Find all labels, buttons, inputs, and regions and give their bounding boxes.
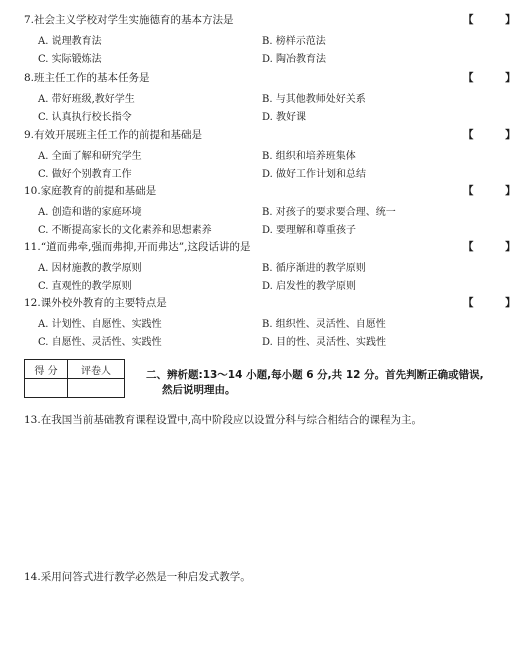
option-8c: C. 认真执行校长指令 <box>38 112 132 123</box>
option-8a: A. 带好班级,教好学生 <box>38 94 135 105</box>
option-9a: A. 全面了解和研究学生 <box>38 151 142 162</box>
answer-bracket-11[interactable]: 【 】 <box>463 241 530 253</box>
option-7d: D. 陶冶教育法 <box>262 54 327 65</box>
question-10-stem: 10.家庭教育的前提和基础是 <box>24 185 157 197</box>
option-7a: A. 说理教育法 <box>38 36 102 47</box>
answer-bracket-10[interactable]: 【 】 <box>463 185 530 197</box>
option-11b: B. 循序渐进的教学原则 <box>262 263 366 274</box>
option-11a: A. 因材施教的教学原则 <box>38 263 142 274</box>
option-7b: B. 榜样示范法 <box>262 36 326 47</box>
question-13-stem: 13.在我国当前基础教育课程设置中,高中阶段应以设置分科与综合相结合的课程为主。 <box>24 414 423 426</box>
option-12b: B. 组织性、灵活性、自愿性 <box>262 319 386 330</box>
answer-bracket-9[interactable]: 【 】 <box>463 129 530 141</box>
option-12c: C. 自愿性、灵活性、实践性 <box>38 337 162 348</box>
question-12-stem: 12.课外校外教育的主要特点是 <box>24 297 167 309</box>
question-8-stem: 8.班主任工作的基本任务是 <box>24 72 150 84</box>
section-2-line-1: 二、辨析题:13～14 小题,每小题 6 分,共 12 分。首先判断正确或错误, <box>146 369 484 381</box>
option-8b: B. 与其他教师处好关系 <box>262 94 366 105</box>
option-8d: D. 教好课 <box>262 112 307 123</box>
answer-area-13[interactable] <box>24 430 498 560</box>
option-7c: C. 实际锻炼法 <box>38 54 102 65</box>
answer-bracket-8[interactable]: 【 】 <box>463 72 530 84</box>
section-2-line-2: 然后说明理由。 <box>162 384 236 396</box>
option-10d: D. 要理解和尊重孩子 <box>262 225 357 236</box>
answer-bracket-7[interactable]: 【 】 <box>463 14 530 26</box>
answer-area-14[interactable] <box>24 588 498 658</box>
score-table <box>24 359 125 398</box>
option-10b: B. 对孩子的要求要合理、统一 <box>262 207 396 218</box>
option-11d: D. 启发性的教学原则 <box>262 281 357 292</box>
option-9b: B. 组织和培养班集体 <box>262 151 356 162</box>
question-9-stem: 9.有效开展班主任工作的前提和基础是 <box>24 129 203 141</box>
grader-cell[interactable] <box>68 379 125 398</box>
option-10c: C. 不断提高家长的文化素养和思想素养 <box>38 225 212 236</box>
answer-bracket-12[interactable]: 【 】 <box>463 297 530 309</box>
score-header: 得 分 <box>25 360 68 379</box>
option-10a: A. 创造和谐的家庭环境 <box>38 207 142 218</box>
option-12a: A. 计划性、自愿性、实践性 <box>38 319 162 330</box>
option-9c: C. 做好个别教育工作 <box>38 169 132 180</box>
option-12d: D. 目的性、灵活性、实践性 <box>262 337 387 348</box>
grader-header: 评卷人 <box>68 360 125 379</box>
question-11-stem: 11.“道而弗牵,强而弗抑,开而弗达”,这段话讲的是 <box>24 241 251 253</box>
option-9d: D. 做好工作计划和总结 <box>262 169 367 180</box>
score-cell[interactable] <box>25 379 68 398</box>
option-11c: C. 直观性的教学原则 <box>38 281 132 292</box>
question-7-stem: 7.社会主义学校对学生实施德育的基本方法是 <box>24 14 234 26</box>
question-14-stem: 14.采用问答式进行教学必然是一种启发式教学。 <box>24 571 251 583</box>
section-2-heading <box>146 368 506 398</box>
